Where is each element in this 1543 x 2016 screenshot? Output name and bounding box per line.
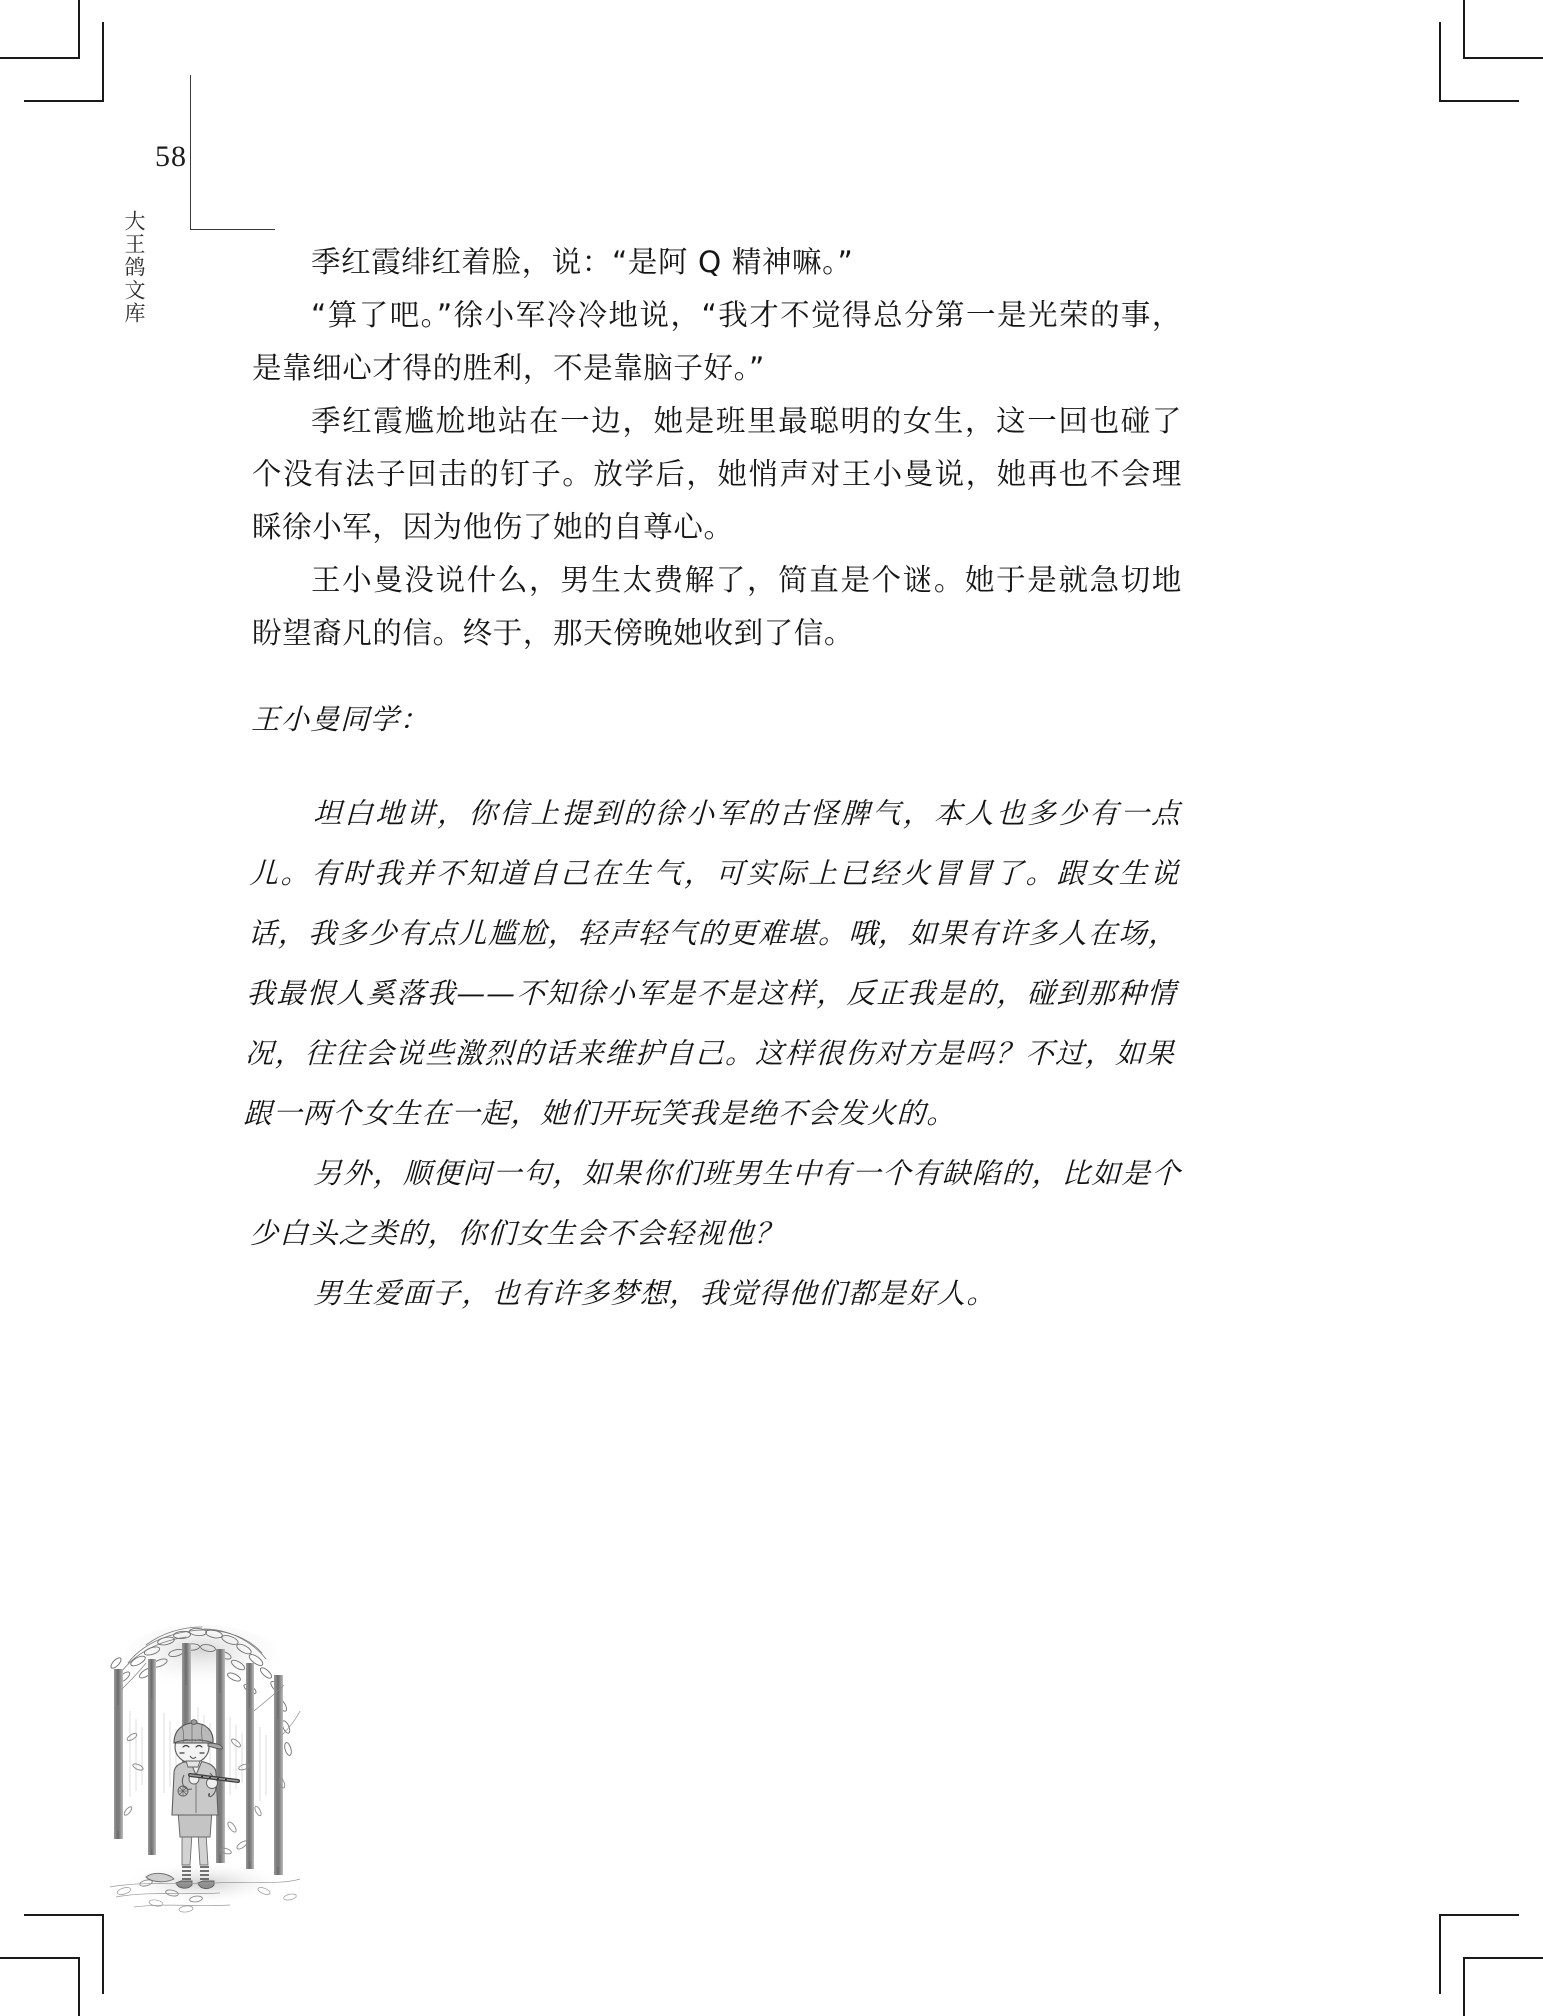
letter-salutation: 王小曼同学： [250, 703, 430, 736]
pencil-sketch-illustration [86, 1615, 316, 1915]
series-label: 大王鸽文库 [122, 210, 146, 325]
crop-mark-bottom-left-inner [24, 1914, 104, 1994]
letter-paragraph: 另外，顺便问一句，如果你们班男生中有一个有缺陷的，比如是个少白头之类的，你们女生会不会轻视他？ [249, 1157, 1182, 1250]
paragraph: 季红霞尴尬地站在一边，她是班里最聪明的女生，这一回也碰了个没有法子回击的钉子。放学后，她悄声对王小曼说，她再也不会理睬徐小军，因为他伤了她的自尊心。 [252, 404, 1182, 544]
crop-mark-bottom-right-inner [1439, 1914, 1519, 1994]
letter-body [242, 690, 1182, 1324]
paragraph: 季红霞绯红着脸，说：“是阿 Q 精神嘛。” [311, 245, 854, 279]
trim-mark-horizontal [190, 229, 275, 230]
crop-mark-top-left-inner [24, 22, 104, 102]
letter-paragraph: 男生爱面子，也有许多梦想，我觉得他们都是好人。 [312, 1277, 997, 1310]
trim-mark-vertical [190, 75, 191, 230]
narrative-body [252, 236, 1182, 660]
page-number: 58 [155, 140, 187, 173]
letter-paragraph: 坦白地讲，你信上提到的徐小军的古怪脾气，本人也多少有一点儿。有时我并不知道自己在生气，可实际上已经火冒冒了。跟女生说话，我多少有点儿尴尬，轻声轻气的更难堪。哦，如果有许多人在场，我最恨人奚落我——不知徐小军是不是这样，反正我是的，碰到那种情况，往往会说些激烈的话来维护自己。这样很伤对方是吗？不过，如果跟一两个女生在一起，她们开玩笑我是绝不会发火的。 [242, 797, 1182, 1130]
crop-mark-top-right-inner [1439, 22, 1519, 102]
paragraph: 王小曼没说什么，男生太费解了，简直是个谜。她于是就急切地盼望裔凡的信。终于，那天傍晚她收到了信。 [252, 563, 1182, 650]
paragraph: “算了吧。”徐小军冷冷地说，“我才不觉得总分第一是光荣的事，是靠细心才得的胜利，不是靠脑子好。” [252, 298, 1182, 385]
